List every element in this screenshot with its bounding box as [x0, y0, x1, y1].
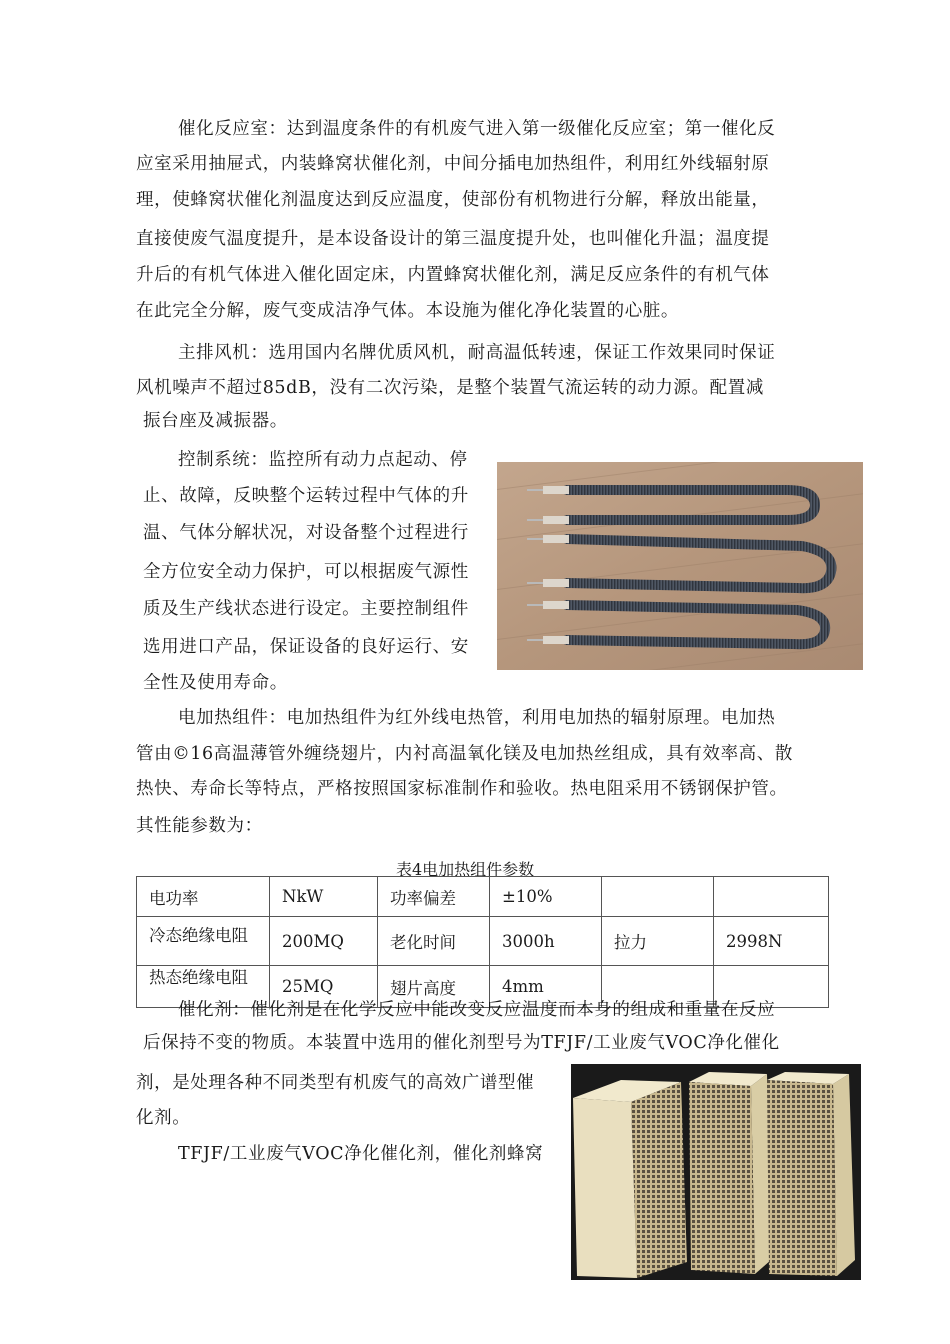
table-cell: 3000h	[490, 917, 602, 966]
paragraph-heating-assembly-line: 管由©16高温薄管外缠绕翅片，内衬高温氧化镁及电加热丝组成，具有效率高、散	[136, 744, 793, 764]
heating-tubes-photo	[497, 462, 863, 670]
paragraph-catalyst-line: 催化剂：催化剂是在化学反应中能改变反应温度而本身的组成和重量在反应	[178, 1000, 776, 1020]
paragraph-catalyst-line: 剂，是处理各种不同类型有机废气的高效广谱型催	[136, 1073, 535, 1093]
paragraph-control-system-line: 温、气体分解状况，对设备整个过程进行	[143, 523, 469, 543]
paragraph-catalyst-line: TFJF/工业废气VOC净化催化剂，催化剂蜂窝	[178, 1144, 544, 1164]
paragraph-heating-assembly-line: 其性能参数为：	[136, 816, 263, 836]
paragraph-catalytic-chamber-line: 直接使废气温度提升，是本设备设计的第三温度提升处，也叫催化升温；温度提	[136, 229, 770, 249]
table-cell-text: 热态绝缘电阻	[149, 968, 248, 987]
table-cell: 2998N	[714, 917, 829, 966]
table-cell: 老化时间	[378, 917, 490, 966]
table-row	[137, 917, 829, 966]
table-cell: 电功率	[137, 877, 270, 917]
paragraph-control-system-line: 全性及使用寿命。	[143, 673, 288, 693]
paragraph-exhaust-fan-line: 主排风机：选用国内名牌优质风机，耐高温低转速，保证工作效果同时保证	[178, 343, 776, 363]
table-caption: 表4电加热组件参数	[396, 860, 535, 879]
table-row	[137, 877, 829, 917]
paragraph-catalytic-chamber-line: 催化反应室：达到温度条件的有机废气进入第一级催化反应室；第一催化反	[178, 119, 776, 139]
paragraph-heating-assembly-line: 电加热组件：电加热组件为红外线电热管，利用电加热的辐射原理。电加热	[178, 708, 776, 728]
paragraph-control-system-line: 控制系统：监控所有动力点起动、停	[178, 450, 468, 470]
table-cell: NkW	[270, 877, 378, 917]
table-cell: 25MQ	[270, 966, 378, 1008]
paragraph-control-system-line: 止、故障，反映整个运转过程中气体的升	[143, 486, 469, 506]
honeycomb-catalyst-photo	[571, 1064, 861, 1280]
table-cell: 翅片高度	[378, 966, 490, 1008]
paragraph-exhaust-fan-line: 振台座及减振器。	[143, 411, 288, 431]
paragraph-control-system-line: 质及生产线状态进行设定。主要控制组件	[143, 599, 469, 619]
table-cell	[602, 877, 714, 917]
table-cell: 功率偏差	[378, 877, 490, 917]
paragraph-catalytic-chamber-line: 应室采用抽屉式，内装蜂窝状催化剂，中间分插电加热组件，利用红外线辐射原	[136, 154, 770, 174]
table-cell	[714, 877, 829, 917]
paragraph-heating-assembly-line: 热快、寿命长等特点，严格按照国家标准制作和验收。热电阻采用不锈钢保护管。	[136, 779, 788, 799]
table-cell	[137, 917, 270, 966]
table-cell: 4mm	[490, 966, 602, 1008]
table-cell: 拉力	[602, 917, 714, 966]
paragraph-catalyst-line: 化剂。	[136, 1108, 191, 1128]
paragraph-control-system-line: 选用进口产品，保证设备的良好运行、安	[143, 637, 469, 657]
heating-parameters-table	[136, 876, 829, 1008]
table-cell: ±10%	[490, 877, 602, 917]
paragraph-catalytic-chamber-line: 升后的有机气体进入催化固定床，内置蜂窝状催化剂，满足反应条件的有机气体	[136, 265, 770, 285]
table-cell-text: 冷态绝缘电阻	[149, 926, 248, 945]
paragraph-catalytic-chamber-line: 理，使蜂窝状催化剂温度达到反应温度，使部份有机物进行分解，释放出能量，	[136, 190, 770, 210]
paragraph-catalyst-line: 后保持不变的物质。本装置中选用的催化剂型号为TFJF/工业废气VOC净化催化	[143, 1033, 780, 1053]
paragraph-exhaust-fan-line: 风机噪声不超过85dB，没有二次污染，是整个装置气流运转的动力源。配置减	[136, 378, 764, 398]
paragraph-catalytic-chamber-line: 在此完全分解，废气变成洁净气体。本设施为催化净化装置的心脏。	[136, 301, 679, 321]
paragraph-control-system-line: 全方位安全动力保护，可以根据废气源性	[143, 562, 469, 582]
table-cell: 200MQ	[270, 917, 378, 966]
